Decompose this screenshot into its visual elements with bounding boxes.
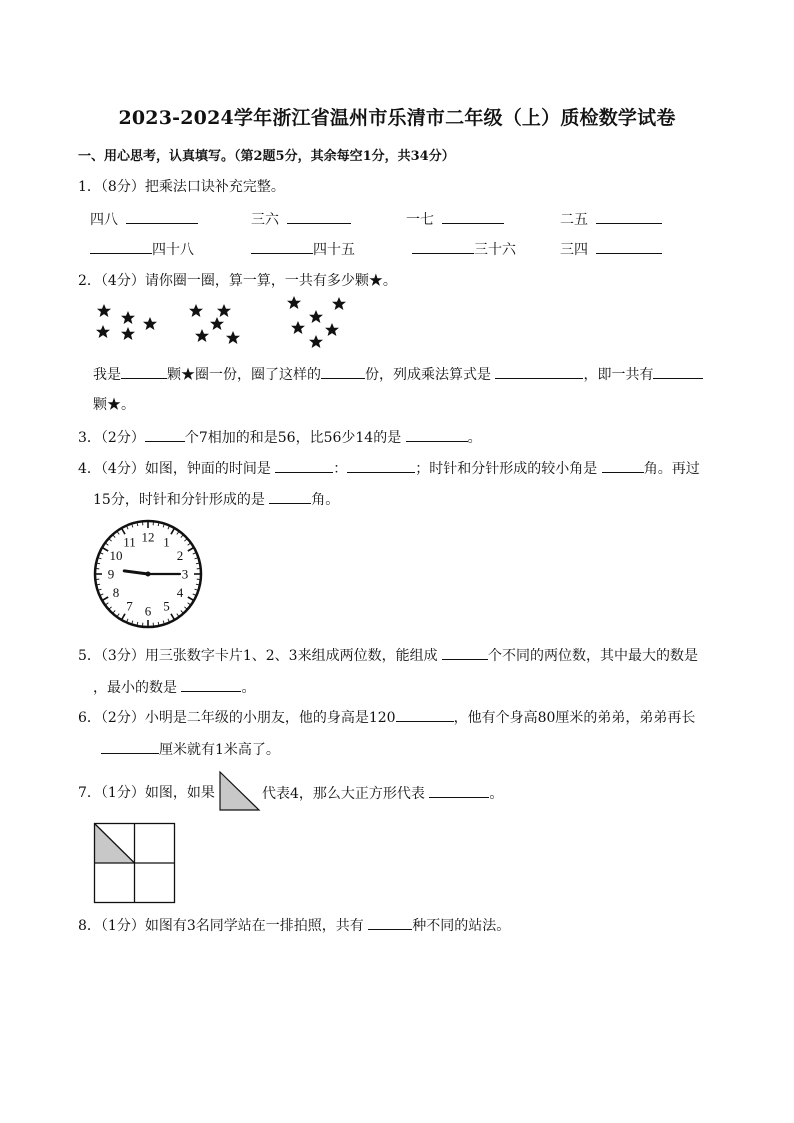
clock-tick bbox=[102, 548, 108, 552]
q2-blank-1[interactable] bbox=[121, 363, 167, 379]
q6-text-b: ，他有个身高80厘米的弟弟，弟弟再长 bbox=[453, 710, 696, 726]
star-icon bbox=[189, 304, 203, 317]
q3-blank-1[interactable] bbox=[145, 426, 185, 442]
clock-tick bbox=[171, 614, 175, 620]
q4-points: （4分） bbox=[100, 461, 145, 477]
clock-center bbox=[146, 572, 151, 577]
clock-number: 7 bbox=[126, 598, 133, 614]
q7-blank-1[interactable] bbox=[429, 782, 489, 798]
clock-tick bbox=[122, 528, 126, 534]
star-icon bbox=[332, 297, 346, 310]
q1-number: 1． bbox=[78, 179, 101, 195]
clock-number: 5 bbox=[163, 598, 170, 614]
clock-number: 4 bbox=[176, 585, 184, 600]
star-icon bbox=[325, 323, 339, 336]
clock-number: 6 bbox=[144, 603, 152, 619]
q4-blank-minute[interactable] bbox=[347, 457, 415, 473]
q4-line-2 bbox=[93, 488, 339, 509]
q1-item-3-label: 一七 bbox=[406, 212, 434, 228]
question-5 bbox=[78, 644, 698, 665]
q7-text-a: 如图，如果 bbox=[144, 785, 215, 801]
page-title: 2023-2024学年浙江省温州市乐清市二年级（上）质检数学试卷 bbox=[118, 107, 676, 129]
q7-number: 7． bbox=[78, 785, 101, 801]
clock-number: 11 bbox=[123, 534, 136, 550]
star-icon bbox=[309, 335, 323, 348]
star-icon bbox=[96, 325, 110, 338]
star-icon bbox=[309, 310, 323, 323]
q5-blank-2[interactable] bbox=[181, 676, 241, 692]
q4-blank-angle[interactable] bbox=[602, 457, 644, 473]
q4-text-a: 如图，钟面的时间是 bbox=[144, 461, 271, 477]
q4-blank-hour[interactable] bbox=[275, 457, 333, 473]
q4-colon: ： bbox=[333, 461, 348, 477]
q1-item-8-label: 三四 bbox=[560, 242, 588, 258]
star-icon bbox=[97, 304, 111, 317]
q2-blank-3[interactable] bbox=[495, 363, 583, 379]
q7-continued bbox=[262, 782, 503, 803]
q8-text-b: 种不同的站法。 bbox=[412, 918, 511, 934]
q4-blank-angle-2[interactable] bbox=[269, 488, 311, 504]
star-icon bbox=[217, 304, 231, 317]
q1-item-4-label: 二五 bbox=[560, 212, 588, 228]
q5-line-2 bbox=[93, 676, 255, 697]
clock-number: 2 bbox=[176, 548, 184, 563]
triangle-piece-icon bbox=[218, 770, 262, 812]
star-icon bbox=[121, 311, 135, 324]
q1-text: 把乘法口诀补充完整。 bbox=[144, 179, 285, 195]
clock-number: 10 bbox=[109, 548, 123, 563]
q3-number: 3． bbox=[78, 430, 101, 446]
question-7 bbox=[78, 782, 215, 802]
q2-line-1 bbox=[93, 363, 703, 384]
section-heading: 一、用心思考，认真填写。（第2题5分，其余每空1分，共34分） bbox=[78, 149, 455, 164]
clock-tick bbox=[188, 597, 194, 601]
q2-text-a: 我是 bbox=[93, 367, 121, 383]
q1-item-7-label: 三十六 bbox=[474, 242, 516, 258]
q6-blank-1[interactable] bbox=[396, 706, 454, 722]
q6-line2-text: 厘米就有1米高了。 bbox=[159, 742, 280, 758]
big-square-figure bbox=[93, 822, 177, 904]
q5-number: 5． bbox=[78, 648, 101, 664]
q1-item-5-label: 四十八 bbox=[152, 242, 194, 258]
question-8 bbox=[78, 914, 510, 935]
q6-blank-2[interactable] bbox=[101, 738, 159, 754]
q5-points: （3分） bbox=[100, 648, 145, 664]
q1-item-1-label: 四八 bbox=[90, 212, 118, 228]
clock-hour-hand bbox=[124, 571, 148, 574]
q7-text-b: 代表4，那么大正方形代表 bbox=[262, 786, 425, 802]
q6-points: （2分） bbox=[100, 710, 145, 726]
q1-item-2-label: 三六 bbox=[251, 212, 279, 228]
question-4 bbox=[78, 457, 700, 478]
q3-text-b: 。 bbox=[467, 430, 482, 446]
q2-text-d: ，即一共有 bbox=[583, 367, 654, 383]
q2-points: （4分） bbox=[100, 273, 145, 289]
star-icon bbox=[226, 331, 240, 344]
star-icon bbox=[121, 327, 135, 340]
q7-points: （1分） bbox=[100, 785, 145, 801]
q1-item-6-label: 四十五 bbox=[313, 242, 355, 258]
q6-number: 6． bbox=[78, 710, 101, 726]
q5-line2-text-a: ，最小的数是 bbox=[93, 680, 177, 696]
q8-number: 8． bbox=[78, 918, 101, 934]
q2-blank-2[interactable] bbox=[321, 363, 365, 379]
clock-number: 8 bbox=[112, 585, 120, 600]
q4-line2-text-b: 角。 bbox=[311, 492, 340, 508]
clock-number: 3 bbox=[181, 566, 189, 582]
question-3 bbox=[78, 426, 482, 447]
q4-text-c: 角。再过 bbox=[643, 461, 700, 477]
q5-text-a: 用三张数字卡片1、2、3来组成两位数，能组成 bbox=[144, 648, 438, 664]
q2-blank-4[interactable] bbox=[653, 363, 703, 379]
q8-blank-1[interactable] bbox=[368, 914, 412, 930]
q2-text-b: 颗★圈一份，圈了这样的 bbox=[167, 367, 321, 383]
q3-points: （2分） bbox=[100, 430, 145, 446]
q2-number: 2． bbox=[78, 273, 101, 289]
q5-blank-1[interactable] bbox=[442, 644, 488, 660]
clock-tick bbox=[171, 528, 175, 534]
q3-text-a: 个7相加的和是56，比56少14的是 bbox=[184, 430, 402, 446]
star-icon bbox=[143, 317, 157, 330]
question-6 bbox=[78, 706, 695, 727]
q5-text-b: 个不同的两位数，其中最大的数是 bbox=[488, 648, 699, 664]
q1-points: （8分） bbox=[100, 179, 145, 195]
star-icon bbox=[195, 329, 209, 342]
q2-text-c: 份，列成乘法算式是 bbox=[365, 367, 491, 383]
star-icon bbox=[291, 321, 305, 334]
clock-tick bbox=[188, 548, 194, 552]
clock-number: 9 bbox=[107, 566, 115, 582]
q2-line-2: 颗★。 bbox=[93, 397, 135, 413]
q4-text-b: ；时针和分针形成的较小角是 bbox=[415, 461, 598, 477]
clock-number: 1 bbox=[163, 534, 170, 550]
star-icon bbox=[210, 317, 224, 330]
q8-points: （1分） bbox=[100, 918, 145, 934]
q4-line2-text-a: 15分，时针和分针形成的是 bbox=[93, 492, 265, 508]
q7-text-c: 。 bbox=[489, 786, 504, 802]
q2-text: 请你圈一圈，算一算，一共有多少颗★。 bbox=[144, 273, 397, 289]
q4-number: 4． bbox=[78, 461, 101, 477]
clock-tick bbox=[122, 614, 126, 620]
clock-tick bbox=[102, 597, 108, 601]
q3-blank-2[interactable] bbox=[406, 426, 468, 442]
clock-figure bbox=[92, 518, 204, 630]
q5-line2-text-b: 。 bbox=[241, 680, 256, 696]
star-icon bbox=[287, 296, 301, 309]
q6-line-2 bbox=[101, 738, 280, 759]
clock-number: 12 bbox=[141, 529, 155, 545]
q6-text-a: 小明是二年级的小朋友，他的身高是120 bbox=[144, 710, 396, 726]
q8-text-a: 如图有3名同学站在一排拍照，共有 bbox=[144, 918, 364, 934]
